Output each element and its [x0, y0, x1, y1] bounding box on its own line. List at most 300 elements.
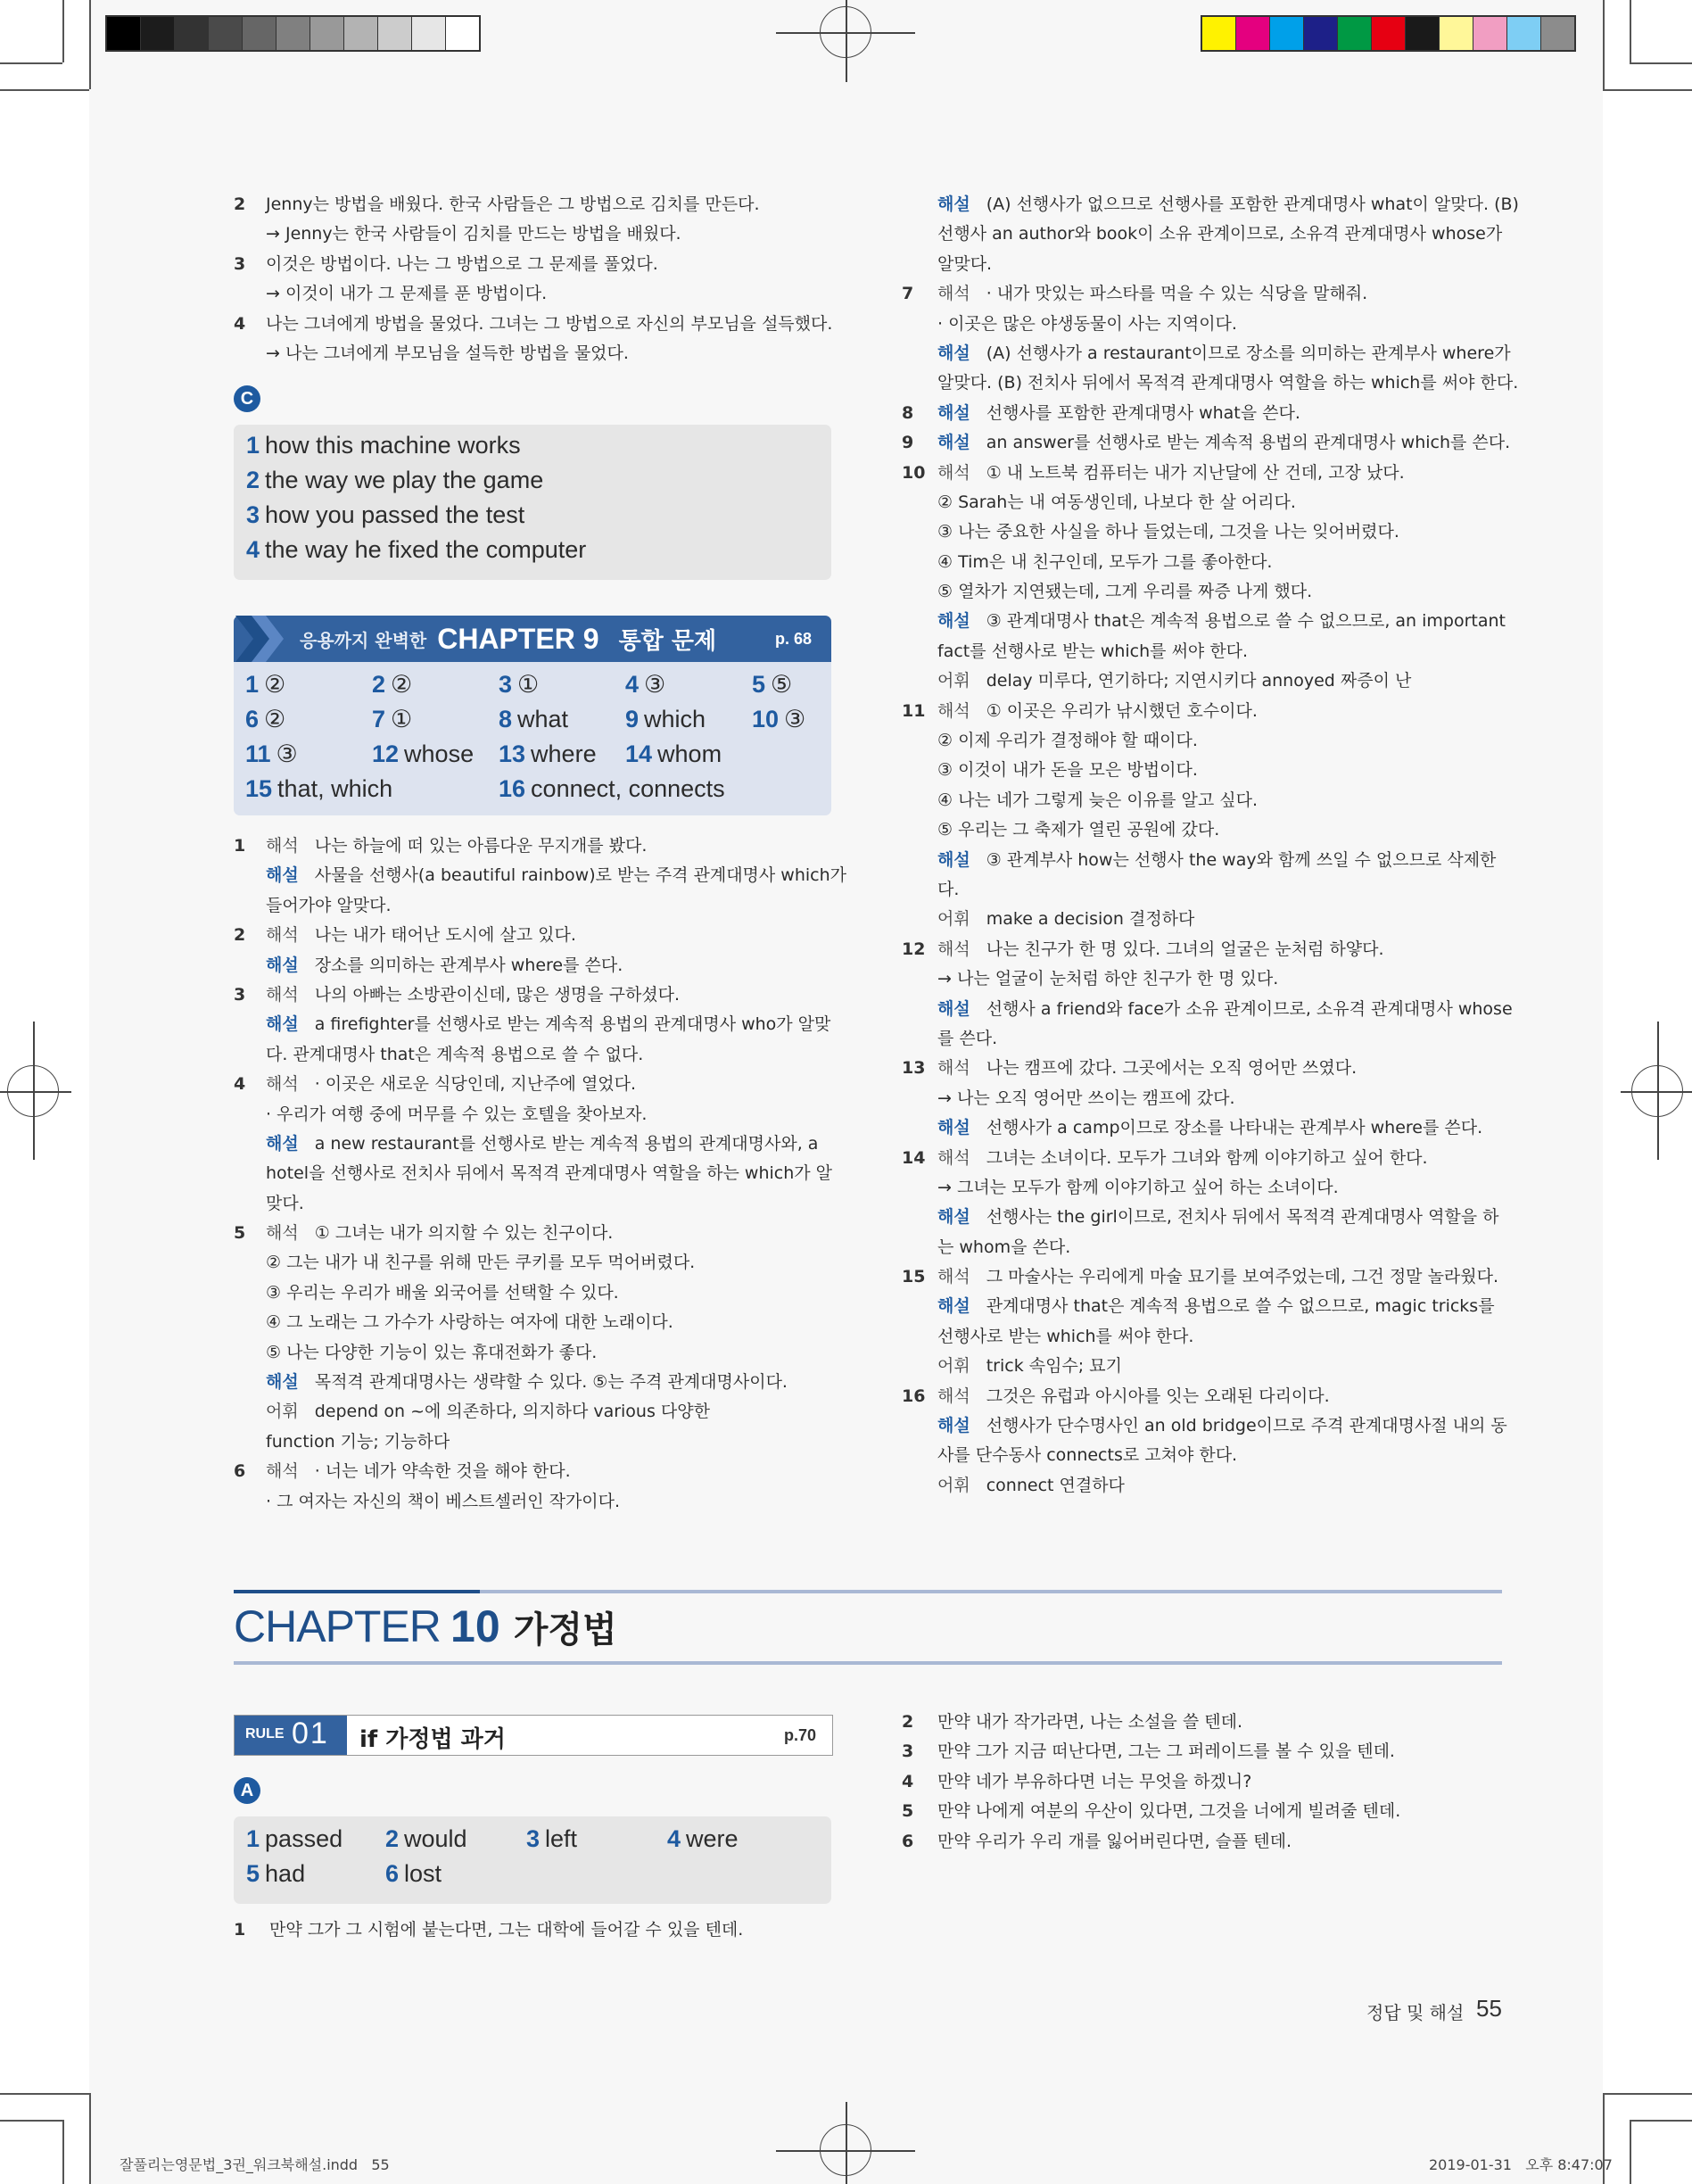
translation-tag: 해석	[266, 836, 299, 856]
explanation-body	[937, 995, 1513, 1024]
gray-swatch	[209, 17, 243, 50]
item-number: 2	[902, 1712, 914, 1732]
answer-text: whom	[657, 740, 722, 767]
crop-mark	[89, 0, 91, 89]
explanation-tag: 해설	[937, 343, 970, 363]
explanation-text: 관계대명사 that은 계속적 용법으로 쓸 수 없으므로, magic tricks를	[986, 1296, 1495, 1317]
explanation-line	[902, 666, 1508, 696]
gray-swatch	[412, 17, 446, 50]
translation-tag: 어휘	[937, 909, 970, 930]
answer-number: 2	[385, 1825, 400, 1852]
explanation-text: 다.	[937, 879, 960, 899]
explanation-text: ④ Tim은 내 친구인데, 모두가 그를 좋아한다.	[937, 551, 1273, 572]
explanation-text: 그것은 유럽과 아시아를 잇는 오래된 다리이다.	[986, 1386, 1330, 1406]
registration-mark	[7, 1065, 59, 1117]
answer-text: were	[686, 1825, 739, 1852]
explanation-text: 들어가야 알맞다.	[266, 895, 392, 915]
explanation-body	[937, 1352, 1122, 1381]
answer-cell	[499, 775, 725, 803]
explanation-text: 나의 아빠는 소방관이신데, 많은 생명을 구하셨다.	[314, 984, 681, 1005]
answer-number: 8	[499, 706, 513, 732]
explanation-text: 를 쓴다.	[937, 1028, 998, 1048]
explanation-body	[266, 1159, 832, 1188]
explanation-body	[937, 1322, 1193, 1352]
explanation-body	[937, 756, 1198, 785]
explanation-body	[266, 1189, 304, 1219]
explanation-line	[234, 1100, 840, 1129]
explanation-body	[266, 951, 623, 980]
chapter10-number: 10	[450, 1601, 500, 1651]
explanation-body	[937, 1382, 1330, 1411]
chapter10-bottom-rule	[234, 1661, 1502, 1665]
answer-text: connect, connects	[531, 775, 725, 802]
explanation-line	[902, 726, 1508, 756]
item-number: 7	[902, 284, 914, 304]
explanation-tag: 해설	[937, 433, 970, 453]
explanation-body	[937, 697, 1258, 726]
explanation-body	[937, 190, 1519, 219]
explanation-body	[937, 428, 1510, 458]
explanation-body	[937, 1471, 1125, 1501]
answer-text: ③	[784, 706, 806, 732]
explanation-text: · 내가 맛있는 파스타를 먹을 수 있는 식당을 말해줘.	[986, 284, 1368, 304]
item-number: 12	[902, 939, 926, 959]
color-swatch	[1202, 17, 1236, 50]
explanation-body	[937, 250, 992, 279]
answer-row	[246, 1825, 343, 1853]
chapter10-title-bar	[234, 1590, 1502, 1665]
item-number: 6	[234, 1461, 246, 1482]
answer-text: whose	[404, 740, 475, 767]
explanation-body	[937, 339, 1511, 368]
explanation-line	[902, 339, 1511, 368]
footer-page-number: 55	[1476, 1995, 1502, 2022]
explanation-line	[234, 1427, 840, 1457]
answer-line	[902, 1767, 1508, 1797]
translation-tag: 어휘	[266, 1402, 299, 1422]
chapter9-page-ref: p. 68	[774, 629, 812, 648]
item-number: 8	[902, 402, 914, 423]
explanation-body	[937, 517, 1399, 547]
explanation-line	[902, 459, 1508, 488]
explanation-text: (A) 선행사가 a restaurant이므로 장소를 의미하는 관계부사 where가	[986, 343, 1511, 363]
answer-row	[246, 536, 586, 564]
answer-cell	[625, 706, 706, 733]
process-color-bar	[1201, 15, 1576, 52]
explanation-body	[937, 637, 1248, 666]
explanation-body	[266, 1427, 450, 1457]
explanation-text: 선행사 a friend와 face가 소유 관계이므로, 소유격 관계대명사 whose	[986, 998, 1513, 1019]
answer-number: 9	[625, 706, 640, 732]
translation-tag: 해석	[937, 939, 970, 959]
explanation-text: a firefighter를 선행사로 받는 계속적 용법의 관계대명사 who가 알맞	[314, 1014, 831, 1035]
explanation-text: delay 미루다, 연기하다; 지연시키다 annoyed 짜증이 난	[986, 671, 1412, 691]
answer-cell	[245, 671, 286, 699]
explanation-body	[937, 1262, 1498, 1292]
right-bottom-answers	[902, 1708, 1508, 1857]
explanation-text: make a decision 결정하다	[986, 909, 1195, 930]
item-number: 9	[902, 433, 914, 453]
explanation-line	[234, 891, 840, 921]
answer-text: 만약 그가 지금 떠난다면, 그는 그 퍼레이드를 볼 수 있을 텐데.	[937, 1741, 1395, 1762]
explanation-line	[234, 1338, 840, 1368]
answer-number: 14	[625, 740, 653, 767]
explanation-text: ① 내 노트북 컴퓨터는 내가 지난달에 산 건데, 고장 났다.	[986, 462, 1405, 483]
answer-cell	[499, 740, 597, 768]
registration-mark	[820, 2124, 871, 2176]
explanation-body	[937, 1054, 1357, 1083]
explanation-text: 사를 단수동사 connects로 고쳐야 한다.	[937, 1445, 1238, 1466]
footer-section-label: 정답 및 해설	[1366, 2002, 1465, 2023]
answer-number: 2	[372, 671, 386, 698]
answer-text: would	[404, 1825, 467, 1852]
color-swatch	[1372, 17, 1406, 50]
answer-line	[234, 250, 831, 279]
explanation-line	[902, 1024, 1508, 1054]
answer-row	[246, 432, 521, 459]
color-swatch	[1338, 17, 1372, 50]
rule01-page-ref: p.70	[783, 1726, 816, 1744]
answer-cell	[752, 706, 806, 733]
explanation-text: 나는 하늘에 떠 있는 아름다운 무지개를 봤다.	[314, 836, 648, 856]
explanation-line	[902, 1352, 1508, 1381]
answer-text: where	[531, 740, 597, 767]
explanation-line	[902, 905, 1508, 934]
answer-number: 2	[246, 467, 260, 493]
answer-text: ①	[517, 671, 540, 698]
color-swatch	[1541, 17, 1574, 50]
section-c-answer-box	[234, 425, 831, 580]
explanation-body	[937, 1233, 1070, 1262]
explanation-text: 그 마술사는 우리에게 마술 묘기를 보여주었는데, 그건 정말 놀라웠다.	[986, 1267, 1499, 1287]
chapter10-top-rule-accent	[234, 1590, 480, 1593]
explanation-body	[266, 980, 680, 1010]
explanation-body	[937, 1113, 1482, 1143]
explanation-line	[902, 190, 1519, 219]
explanation-body	[937, 666, 1411, 696]
explanation-body	[937, 548, 1272, 577]
slug-file-name: 잘풀리는영문법_3권_워크북해설.indd 55	[120, 2156, 390, 2173]
explanation-text: 그녀는 소녀이다. 모두가 그녀와 함께 이야기하고 싶어 한다.	[986, 1147, 1428, 1168]
crop-mark	[1630, 2120, 1692, 2122]
explanation-text: · 이곳은 많은 야생동물이 사는 지역이다.	[937, 313, 1237, 334]
explanation-body	[266, 1278, 619, 1308]
explanation-tag: 해설	[937, 1118, 970, 1138]
explanation-body	[937, 875, 959, 905]
explanation-line	[902, 1113, 1508, 1143]
explanation-body	[266, 1070, 636, 1099]
explanation-text: ③ 관계대명사 that은 계속적 용법으로 쓸 수 없으므로, an important	[986, 611, 1506, 632]
answer-text: how you passed the test	[265, 501, 525, 528]
explanation-line	[902, 250, 1508, 279]
item-number: 2	[234, 925, 246, 946]
explanation-body	[937, 1292, 1495, 1321]
explanation-text: 나는 내가 태어난 도시에 살고 있다.	[314, 925, 576, 946]
answer-line	[234, 1915, 831, 1945]
item-number: 2	[234, 194, 246, 214]
explanation-line	[234, 1040, 840, 1070]
answer-cell	[372, 706, 413, 733]
explanation-body	[937, 1024, 997, 1054]
answer-text: which	[644, 706, 706, 732]
rule01-tag	[235, 1716, 347, 1755]
gray-swatch	[310, 17, 344, 50]
explanation-line	[902, 1084, 1508, 1113]
explanation-text: hotel을 선행사로 전치사 뒤에서 목적격 관계대명사 역할을 하는 which가 알	[266, 1163, 832, 1184]
answer-number: 6	[385, 1860, 400, 1887]
answer-text: left	[545, 1825, 578, 1852]
explanation-tag: 해설	[937, 402, 970, 423]
answer-text: ③	[644, 671, 666, 698]
explanation-line	[902, 607, 1508, 636]
explanation-text: 선행사가 단수명사인 an old bridge이므로 주격 관계대명사절 내의 동	[986, 1416, 1507, 1436]
explanation-line	[902, 1144, 1508, 1173]
explanation-text: 사물을 선행사(a beautiful rainbow)로 받는 주격 관계대명사 which가	[314, 865, 847, 886]
explanation-line	[902, 548, 1508, 577]
answer-number: 16	[499, 775, 526, 802]
explanation-body	[937, 1173, 1339, 1203]
explanation-line	[902, 517, 1508, 547]
explanation-text: (A) 선행사가 없으므로 선행사를 포함한 관계대명사 what이 알맞다. (B)	[986, 194, 1519, 214]
color-swatch	[1304, 17, 1338, 50]
translation-tag: 해석	[937, 284, 970, 304]
explanation-line	[902, 368, 1519, 398]
explanation-text: ③ 관계부사 how는 선행사 the way와 함께 쓰일 수 없으므로 삭제한	[986, 849, 1497, 870]
explanation-body	[937, 935, 1384, 964]
rule01-title: if 가정법 과거	[359, 1726, 506, 1753]
explanation-body	[266, 1457, 571, 1486]
answer-text: ③	[276, 740, 298, 767]
answer-text: 만약 나에게 여분의 우산이 있다면, 그것을 너에게 빌려줄 텐데.	[937, 1801, 1401, 1822]
translation-tag: 해석	[937, 1058, 970, 1079]
answer-number: 1	[246, 1825, 260, 1852]
explanation-text: ③ 나는 중요한 사실을 하나 들었는데, 그것을 나는 잊어버렸다.	[937, 522, 1399, 542]
explanation-line	[902, 428, 1511, 458]
answer-number: 3	[246, 501, 260, 528]
gray-swatch	[446, 17, 479, 50]
crop-mark	[89, 2093, 91, 2184]
explanation-body	[266, 1100, 647, 1129]
answer-number: 10	[752, 706, 780, 732]
explanation-text: trick 속임수; 묘기	[986, 1356, 1122, 1377]
explanation-body	[266, 1368, 788, 1397]
crop-mark	[1630, 2120, 1631, 2184]
explanation-text: → 나는 오직 영어만 쓰이는 캠프에 갔다.	[937, 1088, 1235, 1108]
explanation-line	[902, 786, 1508, 815]
explanation-line	[902, 1203, 1508, 1232]
explanation-line	[902, 1233, 1508, 1262]
explanation-body	[937, 488, 1296, 517]
answer-cell	[245, 706, 286, 733]
section-c-label: C	[234, 385, 260, 412]
answer-row	[385, 1860, 442, 1888]
item-number: 3	[902, 1741, 914, 1762]
translation-tag: 해석	[937, 1267, 970, 1287]
answer-line	[234, 190, 831, 219]
explanation-text: ④ 나는 네가 그렇게 늦은 이유를 알고 싶다.	[937, 790, 1259, 810]
explanation-text: 는 whom을 쓴다.	[937, 1237, 1071, 1257]
explanation-body	[266, 1397, 710, 1427]
crop-mark	[0, 2120, 62, 2122]
item-number: 1	[234, 836, 246, 856]
explanation-text: 다. 관계대명사 that은 계속적 용법으로 쓸 수 없다.	[266, 1044, 644, 1064]
translation-tag: 해석	[937, 700, 970, 721]
explanation-body	[937, 279, 1367, 309]
answer-line	[234, 310, 831, 339]
color-swatch	[1236, 17, 1270, 50]
answer-cell	[625, 671, 666, 699]
answer-cell	[625, 740, 722, 768]
explanation-tag: 해설	[937, 194, 970, 214]
explanation-body	[266, 921, 576, 950]
chapter10-word: CHAPTER	[234, 1601, 441, 1651]
explanation-line	[234, 1129, 840, 1159]
answer-line	[234, 219, 831, 249]
registration-mark	[820, 6, 871, 58]
explanation-line	[902, 219, 1508, 249]
answer-text: Jenny는 방법을 배웠다. 한국 사람들은 그 방법으로 김치를 만든다.	[266, 194, 760, 214]
chevron-arrow-icon	[235, 616, 293, 662]
translation-tag: 해석	[266, 1461, 299, 1482]
item-number: 13	[902, 1058, 926, 1079]
explanation-line	[902, 1382, 1508, 1411]
answer-cell	[245, 775, 393, 803]
translation-tag: 어휘	[937, 671, 970, 691]
item-number: 16	[902, 1386, 926, 1406]
chapter10-heading	[234, 1601, 617, 1652]
explanation-text: 나는 캠프에 갔다. 그곳에서는 오직 영어만 쓰였다.	[986, 1058, 1358, 1079]
gray-swatch	[175, 17, 209, 50]
gray-swatch	[276, 17, 310, 50]
explanation-text: ⑤ 열차가 지연됐는데, 그게 우리를 짜증 나게 했다.	[937, 582, 1313, 602]
left-top-answers	[234, 190, 831, 368]
explanation-text: → 그녀는 모두가 함께 이야기하고 싶어 하는 소녀이다.	[937, 1177, 1339, 1197]
translation-tag: 해석	[266, 984, 299, 1005]
gray-swatch	[243, 17, 276, 50]
explanation-text: 선행사를 포함한 관계대명사 what을 쓴다.	[986, 402, 1300, 423]
explanation-body	[937, 607, 1506, 636]
answer-number: 5	[246, 1860, 260, 1887]
explanation-body	[937, 1441, 1237, 1470]
answer-number: 3	[526, 1825, 541, 1852]
explanation-body	[937, 1084, 1235, 1113]
explanation-body	[937, 368, 1518, 398]
explanation-body	[937, 1203, 1499, 1232]
item-number: 3	[234, 253, 246, 274]
answer-row	[246, 467, 543, 494]
answer-text: → 나는 그녀에게 부모님을 설득한 방법을 물었다.	[266, 343, 629, 363]
explanation-body	[266, 1338, 597, 1368]
explanation-line	[234, 831, 840, 861]
explanation-line	[234, 1278, 840, 1308]
explanation-tag: 해설	[266, 1014, 299, 1035]
explanation-text: fact를 선행사로 받는 which를 써야 한다.	[937, 641, 1249, 661]
item-number: 14	[902, 1147, 926, 1168]
explanation-body	[266, 861, 846, 890]
explanation-line	[902, 310, 1508, 339]
chapter9-header	[234, 616, 831, 662]
explanation-line	[902, 399, 1508, 428]
answer-cell	[499, 706, 569, 733]
explanation-body	[266, 1219, 613, 1248]
color-swatch	[1270, 17, 1304, 50]
explanation-line	[234, 1010, 840, 1039]
explanation-line	[234, 951, 840, 980]
explanation-text: 나는 친구가 한 명 있다. 그녀의 얼굴은 눈처럼 하얗다.	[986, 939, 1384, 959]
explanation-tag: 해설	[937, 1296, 970, 1317]
grayscale-color-bar	[105, 15, 481, 52]
explanation-line	[234, 921, 840, 950]
answer-text: had	[265, 1860, 306, 1887]
translation-tag: 해석	[266, 1223, 299, 1244]
translation-tag: 해석	[937, 462, 970, 483]
explanation-body	[937, 310, 1237, 339]
slug-timestamp: 2019-01-31 오후 8:47:07	[1429, 2156, 1613, 2173]
answer-text: that, which	[277, 775, 393, 802]
explanation-text: · 너는 네가 약속한 것을 해야 한다.	[314, 1461, 571, 1482]
answer-cell	[752, 671, 793, 699]
color-swatch	[1406, 17, 1440, 50]
answer-number: 1	[246, 432, 260, 459]
item-number: 4	[234, 313, 246, 334]
crop-mark	[1630, 0, 1631, 62]
explanation-tag: 해설	[266, 865, 299, 886]
explanation-body	[266, 1129, 818, 1159]
explanation-body	[266, 1308, 673, 1337]
section-a-answer-box	[234, 1816, 831, 1904]
rule-number: 01	[292, 1717, 329, 1750]
answer-text: → Jenny는 한국 사람들이 김치를 만드는 방법을 배웠다.	[266, 224, 681, 244]
answer-text: 나는 그녀에게 방법을 물었다. 그녀는 그 방법으로 자신의 부모님을 설득했다.	[266, 313, 833, 334]
answer-number: 4	[246, 536, 260, 563]
translation-tag: 어휘	[937, 1475, 970, 1495]
item-number: 3	[234, 984, 246, 1005]
crop-mark	[0, 89, 89, 91]
translation-tag: 해석	[266, 1074, 299, 1095]
explanation-line	[902, 577, 1508, 607]
answer-text: 만약 내가 작가라면, 나는 소설을 쓸 텐데.	[937, 1712, 1242, 1732]
answer-number: 12	[372, 740, 400, 767]
explanation-text: 알맞다.	[937, 253, 993, 274]
explanation-text: 알맞다. (B) 전치사 뒤에서 목적격 관계대명사 역할을 하는 which를 써야 한다.	[937, 373, 1519, 393]
answer-line	[902, 1827, 1508, 1857]
answer-number: 13	[499, 740, 526, 767]
explanation-tag: 해설	[266, 955, 299, 975]
color-swatch	[1507, 17, 1541, 50]
explanation-body	[937, 577, 1312, 607]
explanation-text: 선행사 an author와 book이 소유 관계이므로, 소유격 관계대명사 whose가	[937, 224, 1503, 244]
explanation-line	[902, 1262, 1508, 1292]
crop-mark	[0, 62, 62, 64]
answer-text: ①	[391, 706, 413, 732]
answer-number: 4	[625, 671, 640, 698]
answer-text: how this machine works	[265, 432, 521, 459]
explanation-text: function 기능; 기능하다	[266, 1431, 450, 1452]
explanation-body	[937, 1144, 1428, 1173]
answer-text: 만약 네가 부유하다면 너는 무엇을 하겠니?	[937, 1771, 1252, 1791]
section-a-label: A	[234, 1777, 260, 1804]
explanation-text: ③ 우리는 우리가 배울 외국어를 선택할 수 있다.	[266, 1282, 619, 1303]
answer-number: 7	[372, 706, 386, 732]
explanation-body	[937, 726, 1198, 756]
rule01-header	[234, 1715, 833, 1756]
explanation-line	[234, 980, 840, 1010]
gray-swatch	[378, 17, 412, 50]
explanation-text: 선행사는 the girl이므로, 전치사 뒤에서 목적격 관계대명사 역할을 하	[986, 1207, 1499, 1228]
explanation-text: · 우리가 여행 중에 머무를 수 있는 호텔을 찾아보자.	[266, 1104, 648, 1124]
item-number: 10	[902, 462, 926, 483]
explanation-line	[902, 697, 1508, 726]
